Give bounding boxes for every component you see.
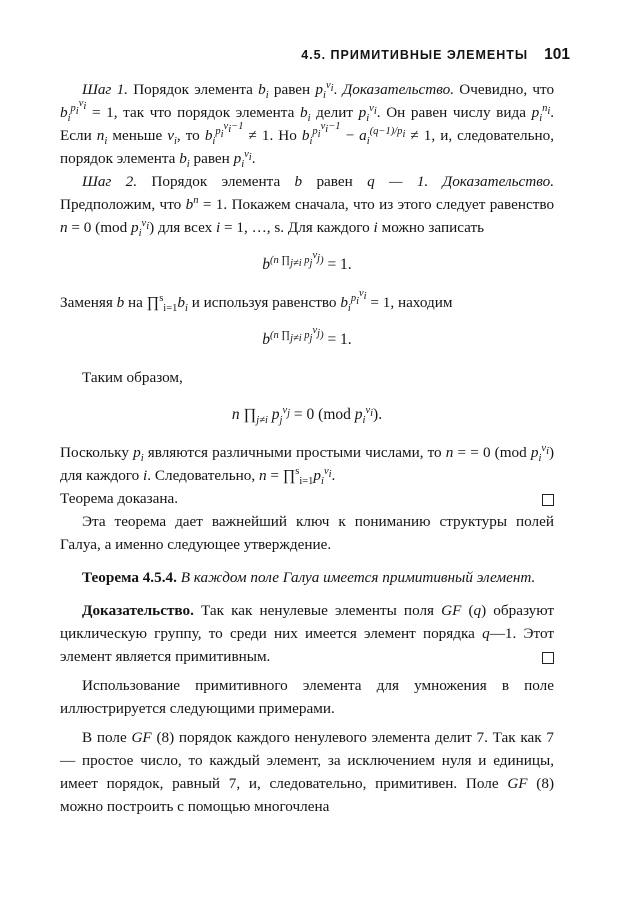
since-paragraph: Поскольку $p_i$ являются различными простыми числами, то n = = 0 (mod $p_i^{\nu_i}$) для каждого i. Следовательно, $n = \prod^s_{i=1}p_i^{\nu_i}$. Теорема доказана. [60, 442, 555, 507]
theorem-4-5-4 [60, 566, 554, 589]
step2-paragraph: Шаг 2. Порядок элемента b равен q — 1. Доказательство. Предположим, что $b^n = 1$. Покажем сначала, что из этого следует равенство n = 0 (mod $p_i^{\nu_i}$) для всех i = 1, …, s. Для каждого i можно записать [60, 173, 555, 240]
theorem-statement: В каждом поле Галуа имеется примитивный элемент. [180, 569, 536, 586]
thus-line: Таким образом, [82, 369, 183, 386]
usage-paragraph: Использование примитивного элемента для умножения в поле иллюстрируется следующими примерами. [60, 677, 554, 717]
running-header [300, 46, 570, 64]
proof-paragraph: Доказательство. Так как ненулевые элементы поля GF (q) образуют циклическую группу, то среди них имеется элемент порядка q—1. Этот элемент является примитивным. [60, 602, 555, 665]
key-paragraph: Эта теорема дает важнейший ключ к пониманию структуры полей Галуа, а именно следующее утверждение. [60, 513, 554, 553]
section-title: 4.5. ПРИМИТИВНЫЕ ЭЛЕМЕНТЫ [301, 48, 529, 62]
theorem-proved: Теорема доказана. [60, 490, 179, 507]
formula-1: $b^{(n \prod_{j\ne i} p_j^{\nu_j})} = 1$. [262, 250, 352, 273]
formula-2: $b^{(n \prod_{j\ne i} p_j^{\nu_j})} = 1$. [262, 325, 352, 348]
replace-paragraph: Заменяя b на $\prod^s_{i=1}b_i$ и используя равенство $b_i^{p_i^{\nu_i}} = 1$, находим [60, 288, 453, 315]
gf8-paragraph: В поле GF (8) порядок каждого ненулевого элемента делит 7. Так как 7 — простое число, то каждый элемент, за исключением нуля и единицы, имеет порядок, равный 7, и, следовательно, примитивен. Поле GF (8) можно построить с помощью многочлена [60, 729, 554, 815]
page-number: 101 [544, 46, 570, 63]
step1-paragraph: Шаг 1. Порядок элемента $b_i$ равен $p_i^{\nu_i}$. Доказательство. Очевидно, что $b_i^{p_i^{\nu_i}} = 1$, так что порядок элемента $b_i$ делит $p_i^{\nu_i}$. Он равен числу вида $p_i^{n_i}$. Если $n_i$ меньше $\nu_i$, то $b_i^{p_i^{\nu_i-1}} \ne 1$. Но $b_i^{p_i^{\nu_i-1}} - a_i^{(q-1)/p_i} \ne 1$, и, следовательно, порядок элемента $b_i$ равен $p_i^{\nu_i}$. [60, 79, 555, 171]
qed-square-icon [542, 652, 554, 664]
theorem-label: Теорема 4.5.4. [82, 569, 177, 586]
formula-3: n $\prod_{j\ne i}$ $p_j^{\nu_j} = 0$ (mod $p_i^{\nu_i}$). [231, 404, 383, 427]
page-text [60, 78, 554, 818]
qed-square-icon [542, 494, 554, 506]
